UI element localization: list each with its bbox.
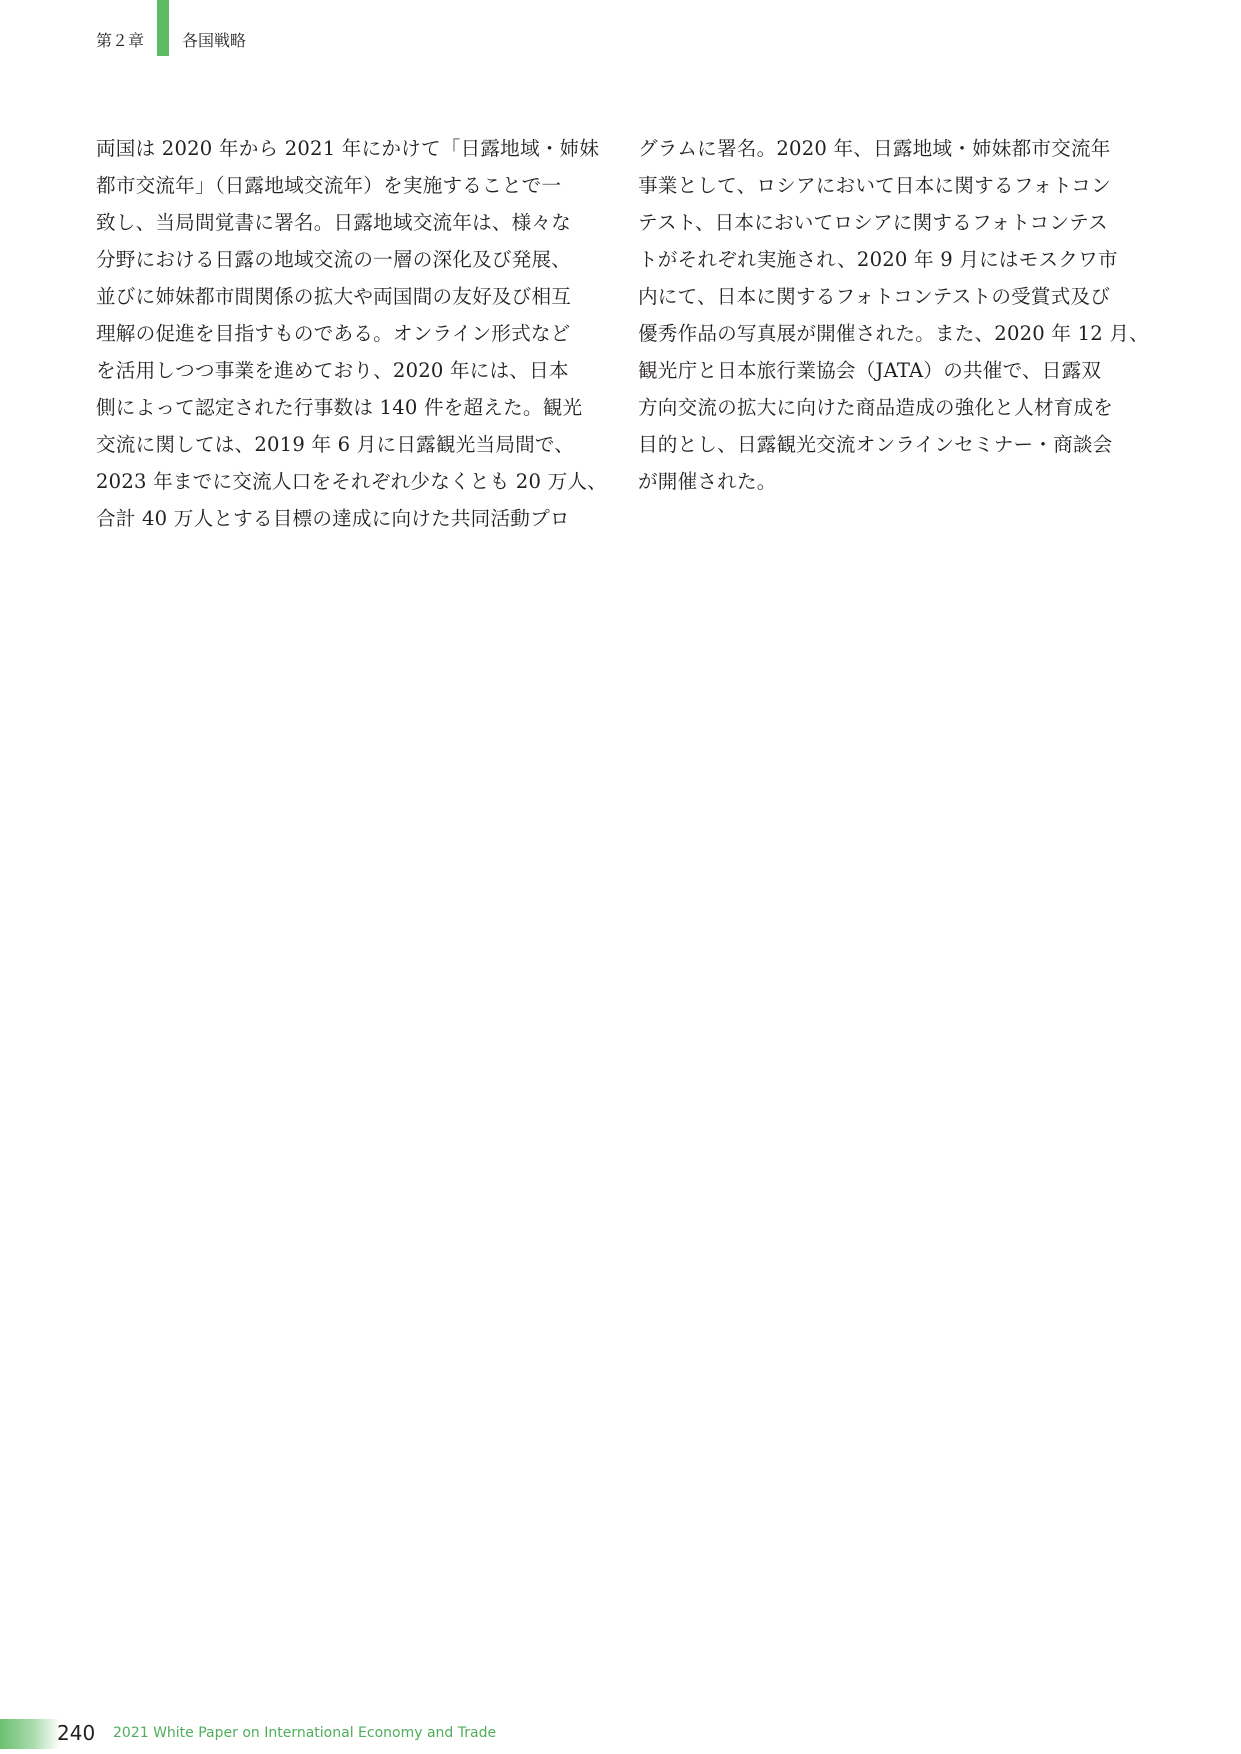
footer-accent-band	[0, 1719, 60, 1749]
text-line: トがそれぞれ実施され、2020 年 9 月にはモスクワ市	[638, 248, 1118, 271]
text-line: 理解の促進を目指すものである。オンライン形式など	[96, 322, 571, 345]
chapter-label: 第２章	[96, 31, 145, 50]
text-line: 合計 40 万人とする目標の達成に向けた共同活動プロ	[96, 507, 570, 530]
text-line: 都市交流年」（日露地域交流年）を実施することで一	[96, 174, 562, 197]
chapter-accent-bar	[157, 0, 169, 56]
text-line: 目的とし、日露観光交流オンラインセミナー・商談会	[638, 433, 1113, 456]
text-line: グラムに署名。2020 年、日露地域・姉妹都市交流年	[638, 137, 1111, 160]
page-header	[0, 0, 1241, 60]
text-line: 両国は 2020 年から 2021 年にかけて「日露地域・姉妹	[96, 137, 600, 160]
text-line: を活用しつつ事業を進めており、2020 年には、日本	[96, 359, 569, 382]
body-column-left	[96, 130, 607, 537]
footer-publication-title: 2021 White Paper on International Economy and Trade	[113, 1725, 497, 1741]
text-line: 並びに姉妹都市間関係の拡大や両国間の友好及び相互	[96, 285, 572, 308]
text-line: 観光庁と日本旅行業協会（JATA）の共催で、日露双	[638, 359, 1102, 382]
text-line: 側によって認定された行事数は 140 件を超えた。観光	[96, 396, 583, 419]
section-title: 各国戦略	[182, 31, 247, 50]
text-line: 内にて、日本に関するフォトコンテストの受賞式及び	[638, 285, 1111, 308]
text-line: 方向交流の拡大に向けた商品造成の強化と人材育成を	[638, 396, 1114, 419]
text-line: が開催された。	[638, 470, 777, 493]
text-line: テスト、日本においてロシアに関するフォトコンテス	[638, 211, 1108, 234]
page-number: 240	[57, 1721, 96, 1745]
text-line: 2023 年までに交流人口をそれぞれ少なくとも 20 万人、	[96, 470, 607, 493]
text-line: 交流に関しては、2019 年 6 月に日露観光当局間で、	[96, 433, 575, 456]
text-line: 致し、当局間覚書に署名。日露地域交流年は、様々な	[96, 211, 572, 234]
text-line: 分野における日露の地域交流の一層の深化及び発展、	[96, 248, 572, 271]
text-line: 事業として、ロシアにおいて日本に関するフォトコン	[638, 174, 1111, 197]
text-line: 優秀作品の写真展が開催された。また、2020 年 12 月、	[638, 322, 1149, 345]
body-column-right	[638, 130, 1149, 500]
